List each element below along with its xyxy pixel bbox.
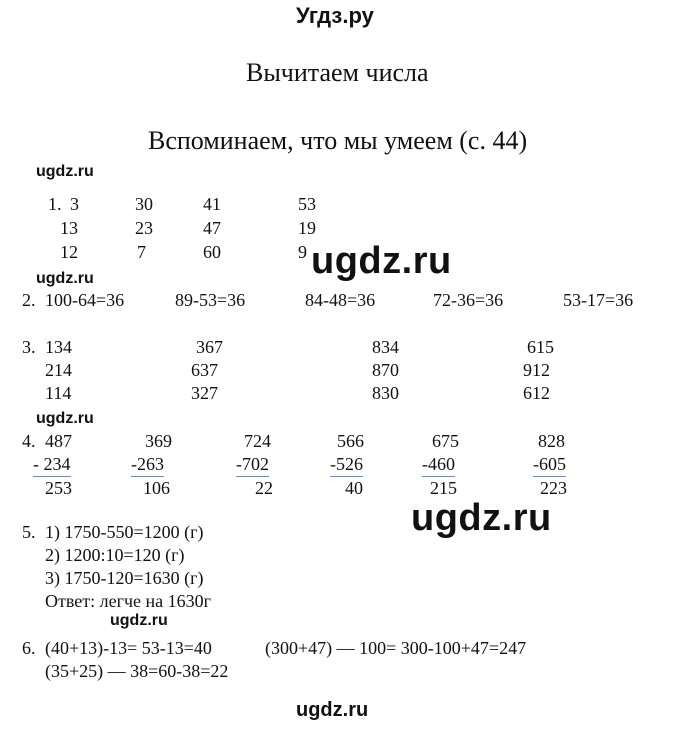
ex3-cell: 114 (45, 383, 72, 403)
ex1-cell: 30 (135, 194, 153, 214)
ex4-subtrahend: -605 (533, 453, 566, 477)
ex1-cell: 23 (135, 218, 153, 238)
site-footer: ugdz.ru (296, 699, 369, 721)
page-subtitle: Вспоминаем, что мы умеем (с. 44) (148, 126, 528, 155)
ex3-cell: 870 (372, 360, 399, 380)
page-title: Вычитаем числа (246, 58, 429, 87)
ex4-subtrahend: -702 (236, 453, 269, 477)
ex3-cell: 134 (45, 337, 72, 357)
ex4-subtrahend: -526 (330, 453, 363, 477)
ex5-answer: Ответ: легче на 1630г (45, 591, 212, 611)
ex2-item: 84-48=36 (305, 290, 376, 310)
ex1-cell: 19 (298, 218, 316, 238)
ex1-cell: 13 (60, 218, 78, 238)
exercise-number: 2. (22, 290, 36, 310)
ex6-expression: (300+47) — 100= 300-100+47=247 (265, 638, 527, 658)
ex4-result: 40 (345, 478, 363, 498)
ex1-cell: 47 (203, 218, 221, 238)
ex3-cell: 214 (45, 360, 72, 380)
watermark-small: ugdz.ru (36, 163, 94, 180)
ex4-subtrahend: - 234 (33, 453, 71, 477)
ex4-minuend: 369 (145, 431, 172, 451)
ex1-cell: 12 (60, 242, 78, 262)
ex4-result: 22 (255, 478, 273, 498)
watermark-large: ugdz.ru (411, 497, 552, 539)
ex1-cell: 41 (203, 194, 221, 214)
exercise-number: 3. (22, 337, 36, 357)
ex5-line: 3) 1750-120=1630 (г) (45, 568, 204, 588)
ex2-item: 100-64=36 (45, 290, 125, 310)
site-header: Угдз.ру (296, 3, 374, 28)
ex6-expression: (35+25) — 38=60-38=22 (45, 661, 229, 681)
ex2-item: 89-53=36 (175, 290, 246, 310)
watermark-small: ugdz.ru (36, 410, 94, 427)
ex3-cell: 327 (191, 383, 218, 403)
watermark-large: ugdz.ru (311, 240, 452, 282)
exercise-number: 4. (22, 431, 36, 451)
ex3-cell: 637 (191, 360, 218, 380)
ex4-result: 253 (45, 478, 72, 498)
ex3-cell: 612 (523, 383, 550, 403)
ex4-minuend: 566 (337, 431, 364, 451)
ex1-cell: 9 (298, 242, 307, 262)
ex3-cell: 912 (523, 360, 550, 380)
exercise-number: 6. (22, 638, 36, 658)
ex4-subtrahend: -263 (131, 453, 164, 477)
ex1-cell: 60 (203, 242, 221, 262)
ex1-cell: 53 (298, 194, 316, 214)
ex4-minuend: 828 (538, 431, 565, 451)
ex4-minuend: 724 (244, 431, 271, 451)
ex1-cell: 7 (137, 242, 146, 262)
ex4-result: 223 (540, 478, 567, 498)
ex6-expression: (40+13)-13= 53-13=40 (45, 638, 212, 658)
ex2-item: 72-36=36 (433, 290, 504, 310)
ex2-item: 53-17=36 (563, 290, 634, 310)
ex3-cell: 367 (196, 337, 223, 357)
ex3-cell: 834 (372, 337, 399, 357)
ex3-cell: 830 (372, 383, 399, 403)
watermark-small: ugdz.ru (110, 612, 168, 629)
ex1-cell: 3 (70, 194, 79, 214)
ex4-result: 106 (143, 478, 170, 498)
exercise-number: 5. (22, 522, 36, 542)
ex4-minuend: 675 (432, 431, 459, 451)
watermark-small: ugdz.ru (36, 270, 94, 287)
ex5-line: 1) 1750-550=1200 (г) (45, 522, 204, 542)
exercise-number: 1. (48, 194, 62, 214)
ex4-result: 215 (430, 478, 457, 498)
ex4-minuend: 487 (45, 431, 72, 451)
ex4-subtrahend: -460 (422, 453, 455, 477)
ex5-line: 2) 1200:10=120 (г) (45, 545, 185, 565)
ex3-cell: 615 (527, 337, 554, 357)
